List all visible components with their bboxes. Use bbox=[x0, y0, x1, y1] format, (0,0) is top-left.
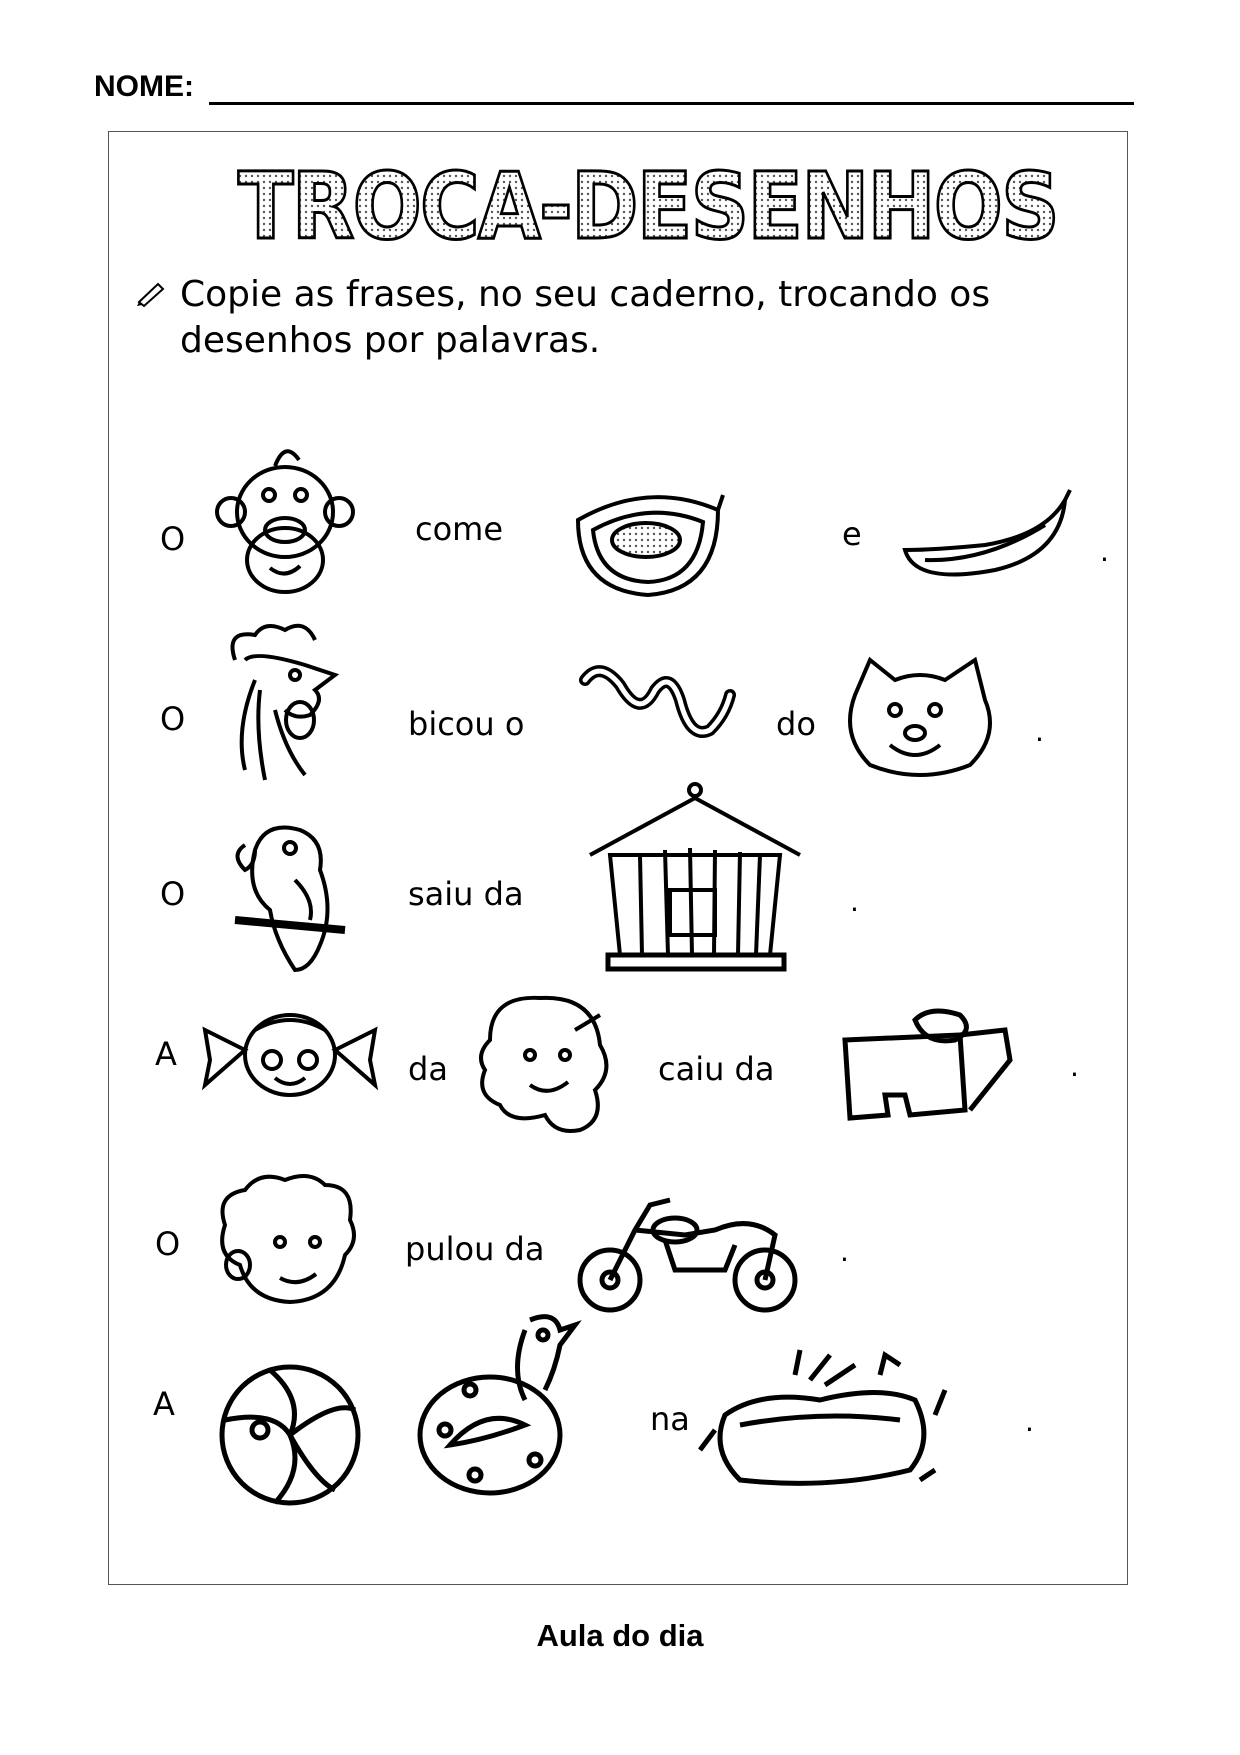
bed-icon bbox=[840, 1000, 1015, 1140]
sentence-word: e bbox=[842, 515, 862, 553]
banana-icon bbox=[895, 490, 1075, 590]
sentence-start: O bbox=[160, 875, 186, 913]
parrot-icon bbox=[225, 820, 350, 980]
sentence-end: . bbox=[840, 1235, 849, 1268]
girl-icon bbox=[470, 990, 620, 1140]
sentence-row bbox=[150, 1310, 1110, 1500]
sentence-start: O bbox=[160, 700, 186, 738]
motorcycle-icon bbox=[575, 1180, 805, 1320]
name-underline bbox=[209, 102, 1134, 105]
worksheet-title bbox=[232, 150, 1072, 260]
footer-caption: Aula do dia bbox=[536, 1618, 704, 1653]
sentence-start: A bbox=[153, 1385, 175, 1423]
sentence-word: na bbox=[650, 1400, 690, 1438]
name-label: NOME: bbox=[94, 70, 194, 103]
sentence-row bbox=[150, 620, 1110, 790]
monkey-icon bbox=[215, 440, 355, 600]
worm-icon bbox=[580, 660, 740, 770]
sentence-word: pulou da bbox=[405, 1230, 545, 1268]
sentence-end: . bbox=[1070, 1050, 1079, 1083]
boy-icon bbox=[210, 1170, 365, 1310]
title-text: TROCA-DESENHOS bbox=[238, 153, 1058, 260]
sentence-row bbox=[150, 440, 1110, 610]
sentence-end: . bbox=[1100, 535, 1109, 568]
duck-float-icon bbox=[415, 1310, 585, 1500]
name-field[interactable] bbox=[94, 66, 1134, 106]
doll-icon bbox=[200, 1000, 380, 1110]
sentence-word: come bbox=[415, 510, 504, 548]
ball-icon bbox=[215, 1360, 365, 1510]
sentence-start: O bbox=[160, 520, 186, 558]
sentence-end: . bbox=[1025, 1405, 1034, 1438]
sentence-row bbox=[150, 1160, 1110, 1330]
sentence-end: . bbox=[1035, 715, 1044, 748]
sentence-word: da bbox=[408, 1050, 448, 1088]
instruction-text: Copie as frases, no seu caderno, trocando os desenhos por palavras. bbox=[180, 274, 991, 361]
pool-icon bbox=[680, 1330, 970, 1500]
sentence-end: . bbox=[850, 885, 859, 918]
cat-icon bbox=[840, 655, 1000, 785]
sentence-word: caiu da bbox=[658, 1050, 775, 1088]
pencil-icon bbox=[136, 280, 166, 306]
papaya-icon bbox=[568, 490, 728, 600]
sentence-word: do bbox=[776, 705, 816, 743]
sentence-row bbox=[150, 990, 1110, 1160]
sentence-word: saiu da bbox=[408, 875, 524, 913]
sentence-row bbox=[150, 780, 1110, 980]
sentence-start: A bbox=[155, 1035, 177, 1073]
cage-icon bbox=[580, 780, 810, 980]
rooster-icon bbox=[215, 620, 355, 790]
sentence-start: O bbox=[155, 1225, 181, 1263]
sentence-word: bicou o bbox=[408, 705, 525, 743]
